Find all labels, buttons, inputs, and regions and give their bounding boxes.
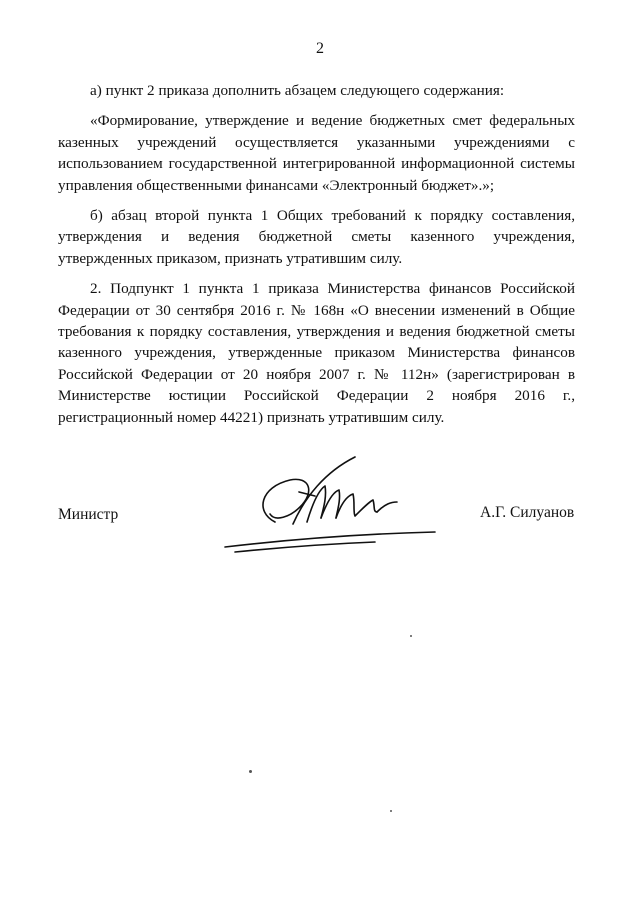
scan-speck — [410, 635, 412, 637]
page-number: 2 — [316, 40, 324, 57]
paragraph-b: б) абзац второй пункта 1 Общих требований к порядку составления, утверждения и ведения бюджетной сметы казенного учреждения, утвержденных приказом, признать утратившим силу. — [58, 207, 575, 267]
scan-speck — [390, 810, 392, 812]
paragraph-2: 2. Подпункт 1 пункта 1 приказа Министерства финансов Российской Федерации от 30 сентября 2016 г. № 168н «О внесении изменений в Общие требования к порядку составления, утверждения и ведения бюджетной сметы казенного учреждения, утвержденные приказом Министерства финансов Российской Федерации от 20 ноября 2007 г. № 112н» (зарегистрирован в Министерстве юстиции Российской Федерации 2 ноября 2016 г., регистрационный номер 44221) признать утратившим силу. — [58, 280, 575, 426]
signer-title: Министр — [58, 506, 119, 523]
paragraph-a: а) пункт 2 приказа дополнить абзацем следующего содержания: — [90, 82, 505, 99]
handwritten-signature — [215, 452, 445, 562]
paragraph-quote: «Формирование, утверждение и ведение бюджетных смет федеральных казенных учреждений осуществляется указанными учреждениями с использованием государственной интегрированной информационной системы управления общественными финансами «Электронный бюджет».»; — [58, 112, 575, 194]
signer-name: А.Г. Силуанов — [480, 504, 575, 521]
document-body — [58, 80, 575, 437]
scan-speck — [249, 770, 252, 773]
